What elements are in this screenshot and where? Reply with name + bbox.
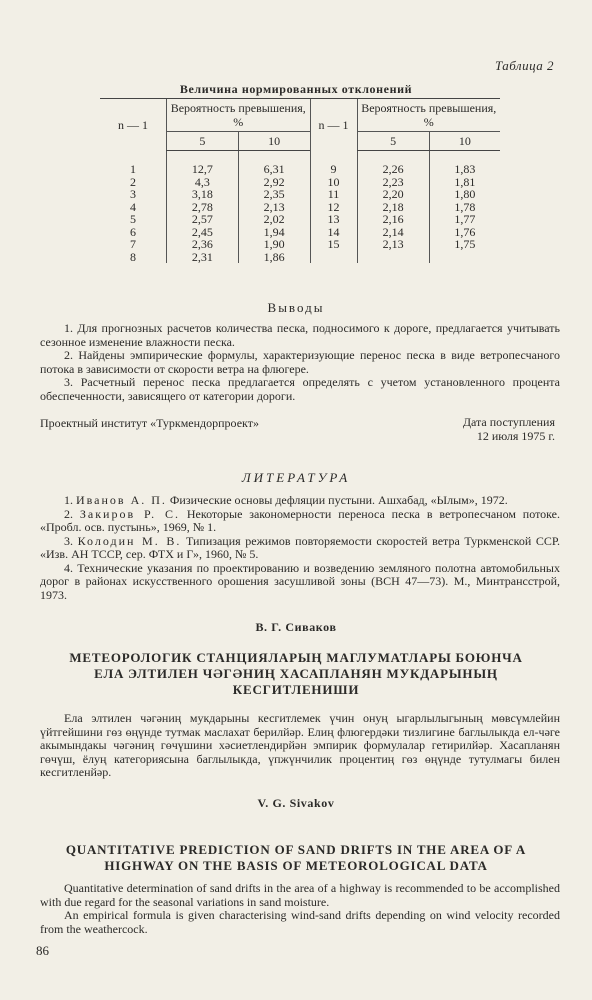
turkmen-title: МЕТЕОРОЛОГИК СТАНЦИЯЛАРЫҢ МАГЛУМАТЛАРЫ БОЮНЧА ЕЛА ЭЛТИЛЕН ЧӘГӘНИҢ ХАСАПЛАНЯН МУКДАРЫНЫҢ КЕСГИТЛЕНИШИ [69,650,523,697]
table-cell: 12,7 [167,151,239,176]
conclusion-item: 3. Расчетный перенос песка предлагается определять с учетом установленного процента обеспеченности, зависящего от категории дороги. [40,375,560,403]
table-cell: 2,35 [238,188,310,201]
conclusions-list [40,322,560,403]
table-row [100,176,500,189]
table-cell: 11 [310,188,357,201]
table-cell: 2,92 [238,176,310,189]
col-sub-10-2: 10 [429,132,500,151]
english-abstract [40,882,560,936]
table-cell: 1,90 [238,238,310,251]
literature-item [40,508,560,535]
col-header-n: n — 1 [100,99,167,151]
english-author: V. G. Sivakov [257,796,335,810]
turkmen-author: В. Г. Сиваков [255,620,337,634]
english-paragraph: An empirical formula is given characterising wind-sand drifts depending on wind velocity recorded from the weathercock. [40,908,560,936]
table-cell: 1,76 [429,226,500,239]
table-row [100,201,500,214]
col-sub-5: 5 [167,132,239,151]
table-cell: 14 [310,226,357,239]
table-cell: 1,80 [429,188,500,201]
table-cell: 2,16 [357,213,429,226]
table-cell: 2,18 [357,201,429,214]
table-cell: 15 [310,238,357,251]
literature-item [40,562,560,603]
table-cell: 1,94 [238,226,310,239]
col-header-n-2: n — 1 [310,99,357,151]
english-title: QUANTITATIVE PREDICTION OF SAND DRIFTS IN THE AREA OF A HIGHWAY ON THE BASIS OF METEOROLOGICAL DATA [65,842,527,873]
table-cell: 4,3 [167,176,239,189]
table-cell: 4 [130,199,136,214]
table-row [100,251,500,264]
table-cell: 6,31 [238,151,310,176]
col-sub-10: 10 [238,132,310,151]
table-cell: 2,02 [238,213,310,226]
table-cell: 13 [310,213,357,226]
conclusion-item: 2. Найдены эмпирические формулы, характеризующие перенос песка в виде ветропесчаного потока в зависимости от скорости ветра на флюгере. [40,348,560,376]
table-cell [310,251,357,264]
table-row [100,188,500,201]
turkmen-abstract [40,712,560,780]
table-cell: 2 [130,174,136,189]
received-date-block [430,416,555,443]
table-cell: 3,18 [167,188,239,201]
literature-author: Закиров Р. С. [79,506,180,521]
table-label: Таблица 2 [494,58,554,73]
table-cell: 10 [310,176,357,189]
table-cell: 2,78 [167,201,239,214]
literature-text: Типизация режимов повторяемости скоростей ветра Туркменской ССР. «Изв. АН ТССР, сер. ФТХ и Г», 1960, № 5. [40,533,561,561]
literature-list [40,494,560,602]
table-cell: 2,31 [167,251,239,264]
page-number: 86 [36,943,49,958]
table-cell: 2,23 [357,176,429,189]
table-cell: 1 [130,161,136,176]
literature-item [40,494,560,508]
table-cell: 2,26 [357,151,429,176]
table-cell: 2,57 [167,213,239,226]
table-cell: 2,45 [167,226,239,239]
table-cell: 5 [130,212,136,226]
table-cell: 3 [130,187,136,201]
literature-author: Иванов А. П. [76,493,167,507]
table-cell: 12 [310,201,357,214]
literature-item [40,535,560,562]
literature-author: Колодин М. В. [77,533,182,548]
deviation-table [100,98,500,263]
table-cell: 9 [310,151,357,176]
literature-number: 4. [64,560,73,575]
literature-text: Технические указания по проектированию и возведению земляного полотна автомобильных дорог в районах искусственного орошения засушливой зоны (ВСН 47—73). М., Минтрансстрой, 1973. [40,560,560,602]
table-cell [429,251,500,264]
table-cell: 7 [130,237,136,251]
literature-number: 3. [64,533,73,548]
conclusion-item: 1. Для прогнозных расчетов количества песка, подносимого к дороге, предлагается учитывать сезонное изменение влажности песка. [40,321,560,349]
table-row [100,213,500,226]
table-row [100,238,500,251]
literature-heading: ЛИТЕРАТУРА [241,470,351,485]
col-header-probability: Вероятность превышения, % [167,99,311,132]
received-date: 12 июля 1975 г. [476,428,555,443]
table-cell: 1,83 [429,151,500,176]
literature-number: 2. [64,506,73,521]
literature-text: Физические основы дефляции пустыни. Ашхабад, «Ылым», 1972. [169,493,508,507]
table-row [100,226,500,239]
table-body [100,151,500,264]
col-sub-5-2: 5 [357,132,429,151]
table-cell: 2,14 [357,226,429,239]
institute-name: Проектный институт «Туркмендорпроект» [40,416,259,430]
table-cell: 2,13 [357,238,429,251]
received-label: Дата поступления [462,415,555,429]
table-cell: 1,75 [429,238,500,251]
table-cell: 1,86 [238,251,310,264]
turkmen-text: Ела элтилен чәгәниң мукдарыны кесгитлемек үчин онуң ыгарлылыгының мөвсүмлейин үйтгейшини гөз өңүнде тутмак маслахат берилйәр. Елиң флюгердәки тизлигине баглылыкда ел-чәге акымындакы чәгәниң гөчүшини хәсиетлендирйән эмпирик формулалар гетирилйәр. Хасапланян гөчүш, ёлуң категориясына баглылыкда, үпжүнчилик процентиң гөз өңүнде тутулмагы билен кесгитленйәр. [40,711,560,779]
table-row [100,151,500,176]
literature-number: 1. [64,493,73,507]
table-cell: 2,20 [357,188,429,201]
table-title: Величина нормированных отклонений [179,82,413,96]
english-paragraph: Quantitative determination of sand drifts in the area of a highway is recommended to be accomplished with due regard for the seasonal variations in sand moisture. [40,881,560,909]
table-cell: 1,77 [429,213,500,226]
col-header-probability-2: Вероятность превышения, % [357,99,500,132]
conclusions-heading: Выводы [267,300,325,315]
table-cell [357,251,429,264]
table-cell: 6 [130,224,136,239]
table-cell: 1,81 [429,176,500,189]
table-cell: 8 [130,249,136,264]
table-cell: 2,36 [167,238,239,251]
literature-text: Некоторые закономерности переноса песка в ветропесчаном потоке. «Пробл. осв. пустынь», 1969, № 1. [40,506,561,534]
table-cell: 1,78 [429,201,500,214]
table-cell: 2,13 [238,201,310,214]
